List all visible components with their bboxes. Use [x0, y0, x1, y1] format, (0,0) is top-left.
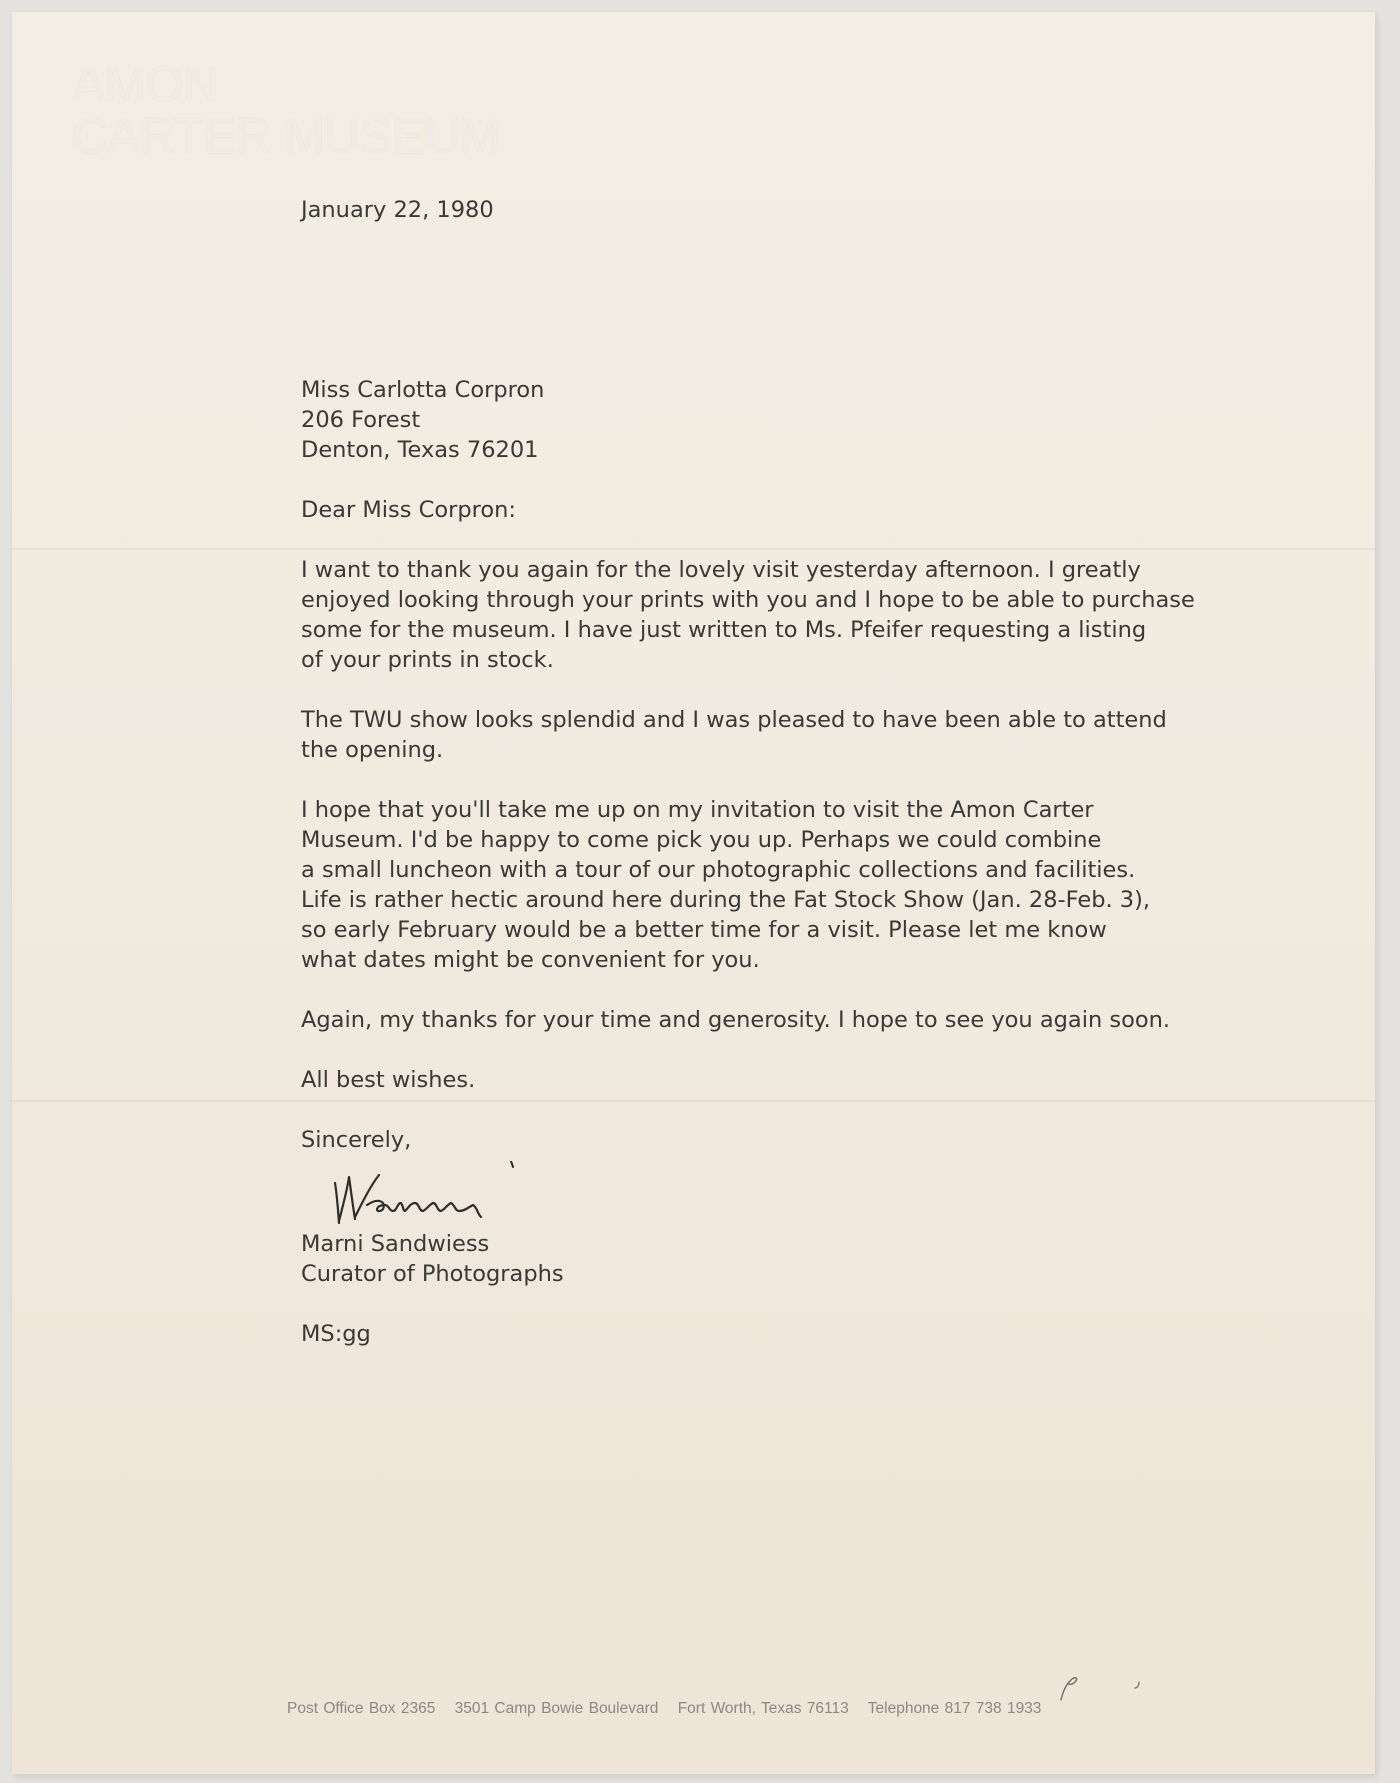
body-paragraph: I want to thank you again for the lovely visit yesterday afternoon. I greatly enjoyed looking through your prints with you and I hope to be able to purchase some for the museum. I have just written to Ms. Pfeifer requesting a listing of your prints in stock.	[301, 557, 1195, 673]
pencil-mark	[1055, 1670, 1145, 1704]
signer-block	[301, 1229, 1231, 1289]
body-paragraph: The TWU show looks splendid and I was pleased to have been able to attend the opening.	[301, 707, 1167, 763]
letter-body	[301, 195, 1231, 1349]
body-paragraph: Again, my thanks for your time and generosity. I hope to see you again soon.	[301, 1007, 1171, 1033]
letterhead-line-2: CARTER MUSEUM	[72, 108, 500, 164]
reference-initials: MS:gg	[301, 1321, 371, 1347]
body-paragraph: I hope that you'll take me up on my invitation to visit the Amon Carter Museum. I'd be happy to come pick you up. Perhaps we could combine a small luncheon with a tour of our photographic collections and facilities. Life is rather hectic around here during the Fat Stock Show (Jan. 28-Feb. 3), so early February would be a better time for a visit. Please let me know what dates might be convenient for you.	[301, 797, 1151, 973]
signature-mark	[327, 1161, 557, 1233]
signer-title: Curator of Photographs	[301, 1261, 564, 1287]
recipient-address	[301, 375, 1231, 465]
footer-telephone: Telephone 817 738 1933	[867, 1700, 1042, 1717]
address-line: Miss Carlotta Corpron	[301, 377, 545, 403]
address-line: 206 Forest	[301, 407, 421, 433]
letter-date: January 22, 1980	[301, 197, 494, 223]
footer-po-box: Post Office Box 2365	[287, 1700, 436, 1717]
handwritten-signature	[301, 1169, 1231, 1229]
letterhead-line-1: AMON	[72, 56, 218, 112]
salutation: Dear Miss Corpron:	[301, 497, 516, 523]
footer-street: 3501 Camp Bowie Boulevard	[454, 1700, 659, 1717]
best-wishes: All best wishes.	[301, 1067, 476, 1093]
closing: Sincerely,	[301, 1127, 412, 1153]
address-line: Denton, Texas 76201	[301, 437, 539, 463]
signer-name: Marni Sandwiess	[301, 1231, 490, 1257]
letterhead-footer	[287, 1700, 1055, 1718]
footer-city: Fort Worth, Texas 76113	[677, 1700, 849, 1717]
embossed-letterhead	[72, 58, 500, 162]
